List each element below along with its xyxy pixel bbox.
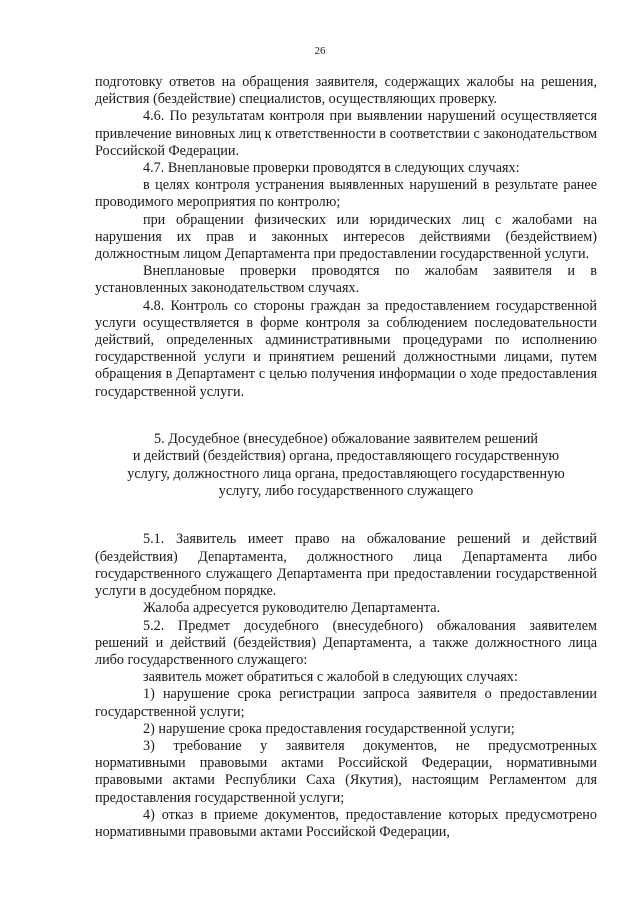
- paragraph: 4.7. Внеплановые проверки проводятся в следующих случаях:: [143, 160, 520, 177]
- section-heading-line: услугу, должностного лица органа, предоставляющего государственную: [127, 465, 565, 482]
- paragraph: в целях контроля устранения выявленных нарушений в результате ранее проводимого мероприятия по контролю;: [95, 177, 597, 211]
- section-heading-line: 5. Досудебное (внесудебное) обжалование заявителем решений: [154, 430, 538, 447]
- section-heading-line: услугу, либо государственного служащего: [218, 483, 474, 500]
- paragraph: 5.2. Предмет досудебного (внесудебного) обжалования заявителем решений и действий (бездействия) Департамента, а также должностного лица либо государственного служащего:: [95, 617, 597, 668]
- section-heading: [95, 431, 597, 501]
- paragraph: 1) нарушение срока регистрации запроса заявителя о предоставлении государственной услуги;: [95, 686, 597, 720]
- paragraph: Внеплановые проверки проводятся по жалобам заявителя и в установленных законодательством случаях.: [95, 263, 597, 297]
- section-heading-line: и действий (бездействия) органа, предоставляющего государственную: [132, 448, 560, 465]
- paragraph: 4.8. Контроль со стороны граждан за предоставлением государственной услуги осуществляется в форме контроля за соблюдением последовательности действий, определенных административными процедурами по исполнению государственной услуги и принятием решений должностными лицами, путем обращения в Департамент с целью получения информации о ходе предоставления государственной услуги.: [95, 297, 597, 400]
- paragraph: 3) требование у заявителя документов, не предусмотренных нормативными правовыми актами Российской Федерации, нормативными правовыми актами Республики Саха (Якутия), настоящим Регламентом для предоставления государственной услуги;: [95, 737, 597, 806]
- paragraph: Жалоба адресуется руководителю Департамента.: [143, 600, 441, 617]
- document-body: [95, 74, 597, 841]
- paragraph: при обращении физических или юридических лиц с жалобами на нарушения их прав и законных интересов действиями (бездействием) должностным лицом Департамента при предоставлении государственной услуги.: [95, 211, 597, 263]
- paragraph: 2) нарушение срока предоставления государственной услуги;: [143, 720, 515, 737]
- paragraph: 5.1. Заявитель имеет право на обжалование решений и действий (бездействия) Департамента, должностного лица Департамента либо государственного служащего Департамента при предоставлении государственной услуги в досудебном порядке.: [95, 531, 597, 600]
- paragraph: подготовку ответов на обращения заявителя, содержащих жалобы на решения, действия (бездействие) специалистов, осуществляющих проверку.: [95, 74, 597, 108]
- paragraph: 4.6. По результатам контроля при выявлении нарушений осуществляется привлечение виновных лиц к ответственности в соответствии с законодательством Российской Федерации.: [95, 108, 597, 159]
- page-number: 26: [314, 45, 326, 57]
- paragraph: заявитель может обратиться с жалобой в следующих случаях:: [143, 669, 518, 686]
- paragraph: 4) отказ в приеме документов, предоставление которых предусмотрено нормативными правовыми актами Российской Федерации,: [95, 806, 597, 840]
